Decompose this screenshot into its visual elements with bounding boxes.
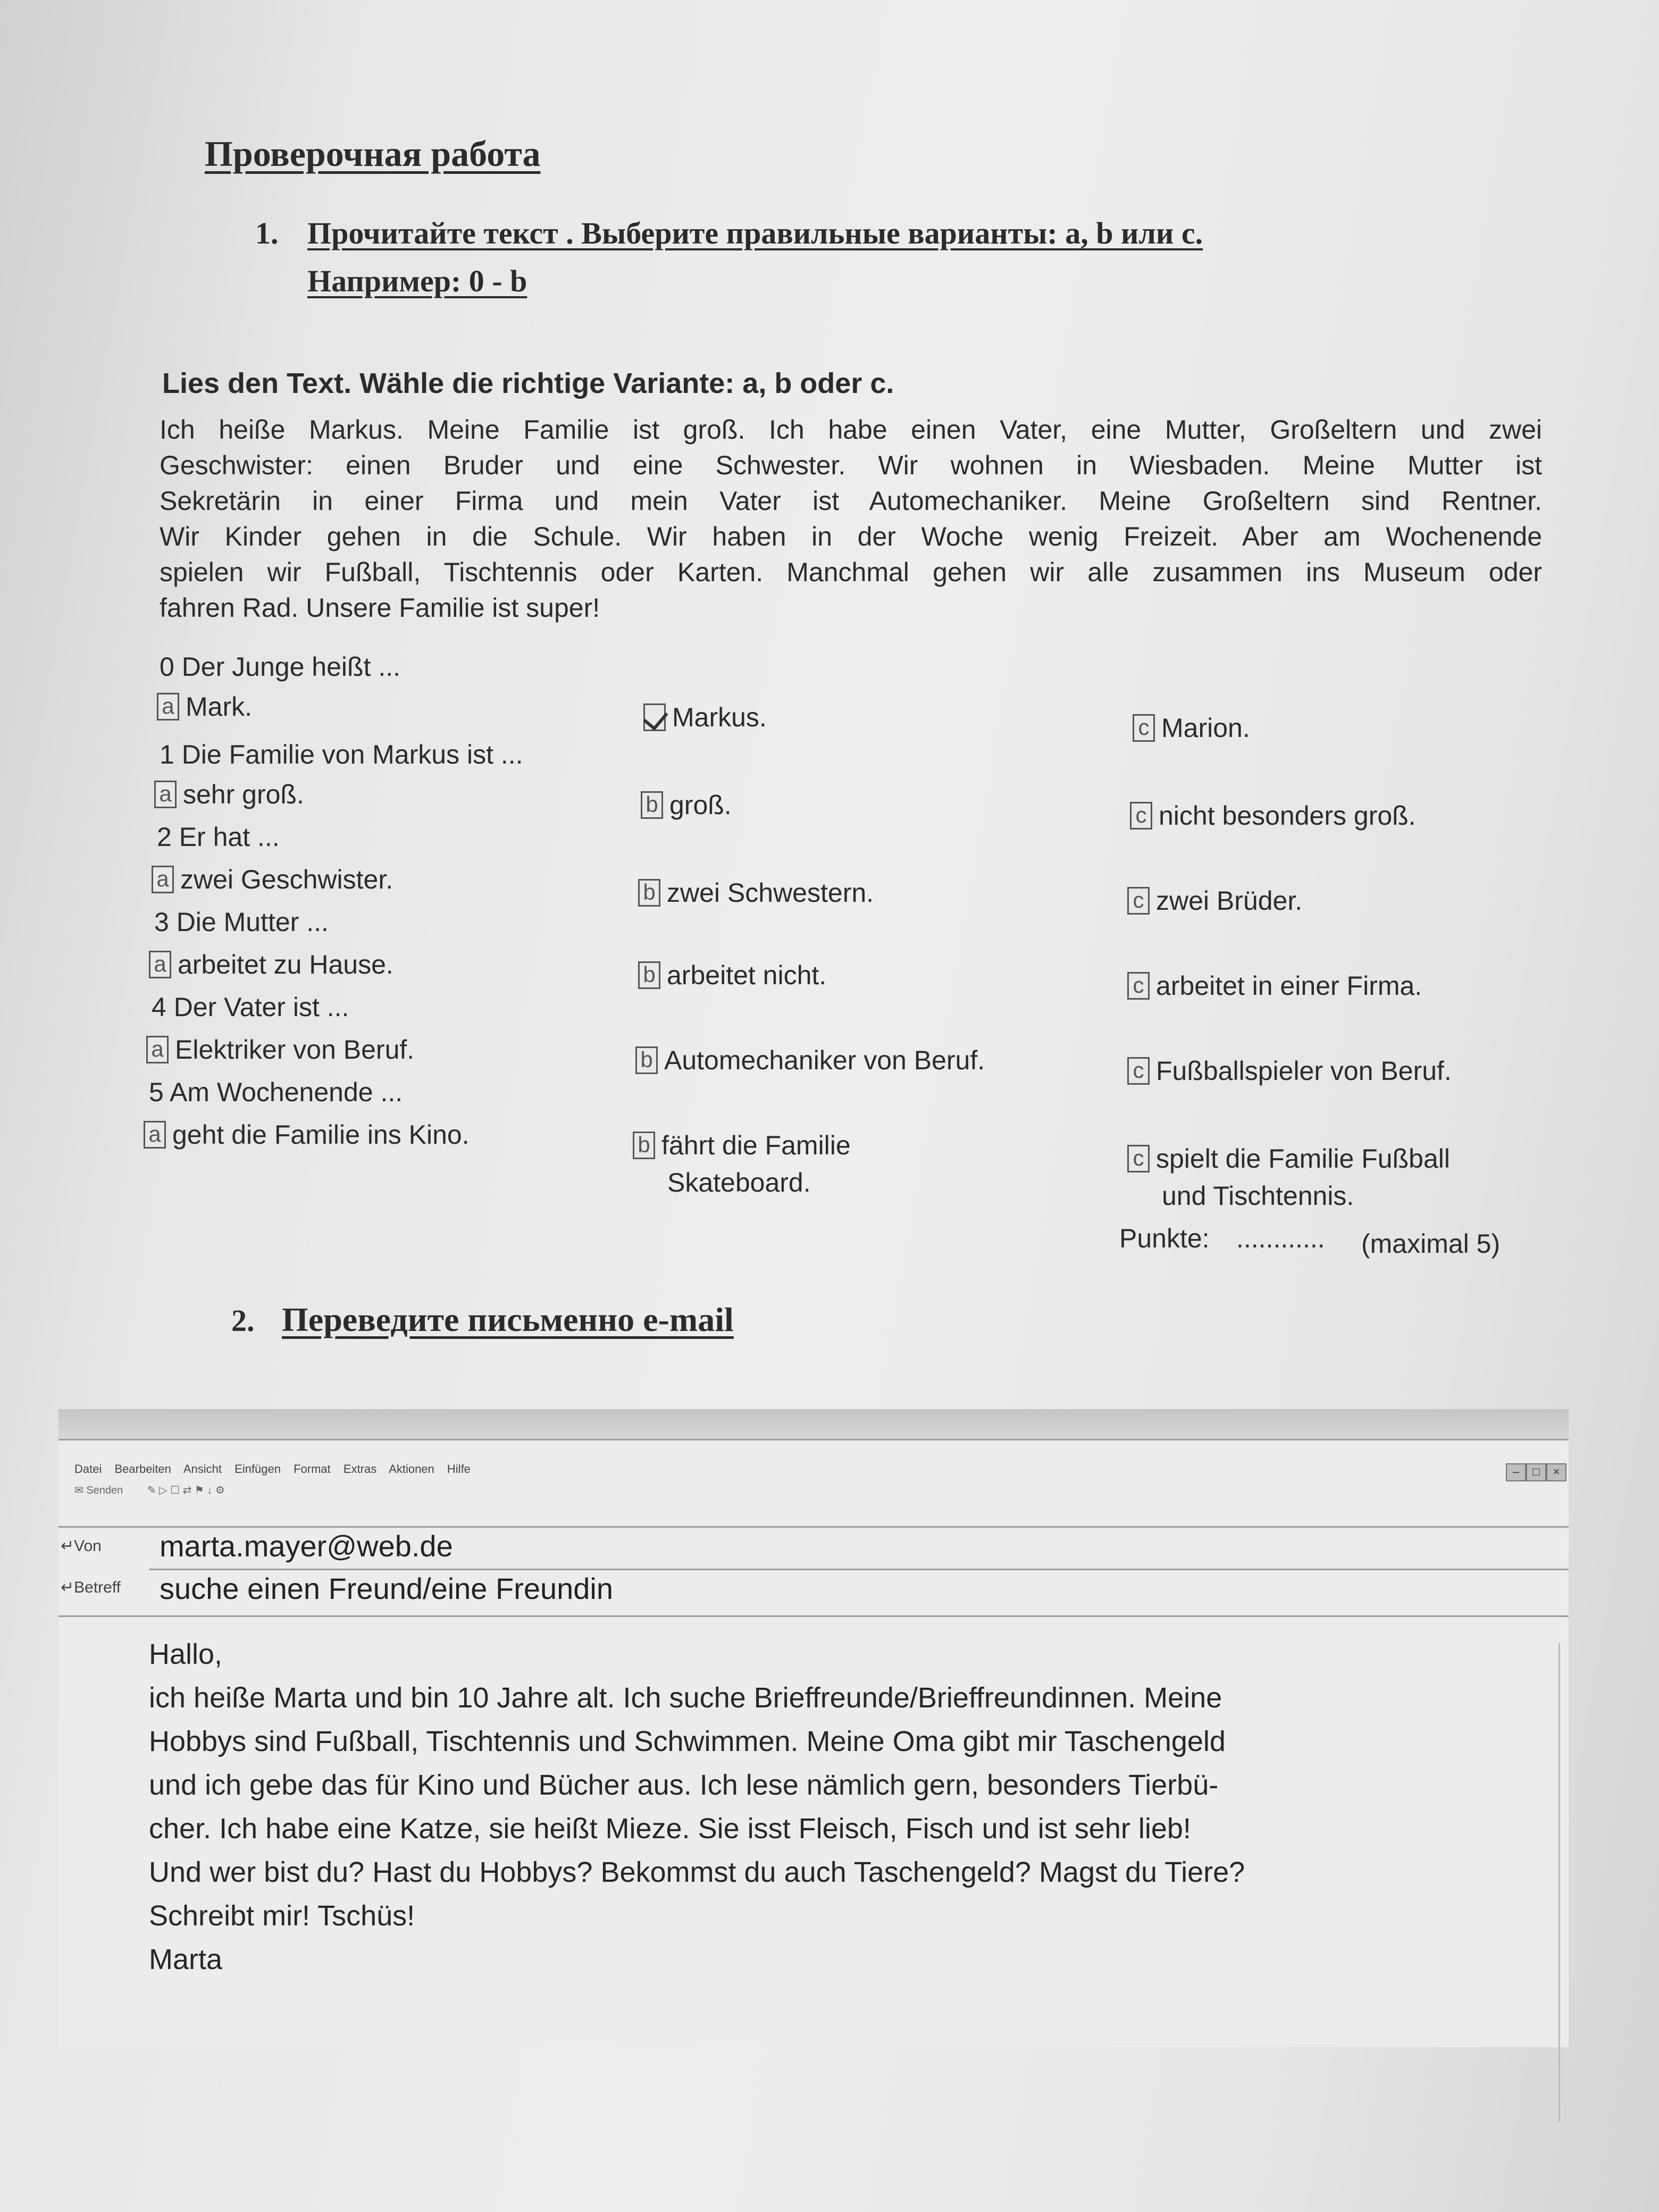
divider	[149, 1569, 1569, 1570]
checkbox-b[interactable]: b	[638, 961, 660, 989]
option-3b[interactable]	[638, 960, 826, 991]
checkbox-b[interactable]: b	[633, 1132, 655, 1159]
body-line: und ich gebe das für Kino und Bücher aus. Ich lese nämlich gern, besonders Tierbü-	[149, 1769, 1219, 1801]
exercise-text	[160, 412, 1542, 626]
window-titlebar	[58, 1409, 1569, 1440]
option-text: nicht besonders groß.	[1159, 801, 1416, 831]
option-text: zwei Schwestern.	[667, 878, 874, 908]
option-text: zwei Geschwister.	[180, 865, 393, 894]
question-2: 2 Er hat ...	[157, 822, 280, 852]
checkbox-b[interactable]: b	[641, 791, 663, 819]
checkbox-a[interactable]: a	[157, 693, 179, 720]
option-3a[interactable]	[149, 949, 393, 980]
question-4: 4 Der Vater ist ...	[152, 992, 349, 1022]
option-1a[interactable]	[154, 779, 304, 810]
from-label: ↵Von	[61, 1537, 102, 1555]
menu-einfuegen[interactable]: Einfügen	[234, 1462, 281, 1476]
scrollbar[interactable]	[1559, 1643, 1579, 2122]
option-text: arbeitet zu Hause.	[178, 950, 393, 979]
option-text: Marion.	[1161, 713, 1250, 743]
body-line: Marta	[149, 1943, 223, 1975]
email-window	[58, 1409, 1569, 2047]
send-label: Senden	[86, 1485, 123, 1496]
divider	[58, 1615, 1569, 1617]
option-1c[interactable]	[1130, 800, 1416, 831]
close-icon[interactable]: ×	[1546, 1463, 1566, 1481]
question-3: 3 Die Mutter ...	[154, 907, 329, 937]
option-5b-line2: Skateboard.	[667, 1168, 811, 1197]
option-2c[interactable]	[1127, 885, 1302, 916]
option-5a[interactable]	[144, 1119, 470, 1150]
maximize-icon[interactable]: □	[1526, 1463, 1546, 1481]
points-max: (maximal 5)	[1361, 1229, 1501, 1259]
task2-number: 2.	[231, 1303, 255, 1338]
from-label-text: Von	[74, 1537, 102, 1555]
task1-instruction-text: Прочитайте текст . Выберите правильные варианты: a, b или c.	[307, 216, 1203, 250]
send-button[interactable]: ✉ Senden	[74, 1485, 123, 1496]
menu-format[interactable]: Format	[294, 1462, 331, 1476]
option-text: fährt die Familie	[661, 1130, 851, 1160]
option-3c[interactable]	[1127, 970, 1422, 1001]
text-line: fahren Rad. Unsere Familie ist super!	[160, 593, 600, 623]
text-line: spielen wir Fußball, Tischtennis oder Karten. Manchmal gehen wir alle zusammen ins Museum oder	[160, 557, 1542, 587]
body-line: Schreibt mir! Tschüs!	[149, 1900, 415, 1932]
task1-example	[307, 263, 527, 299]
option-5c[interactable]	[1127, 1143, 1450, 1174]
option-text: Fußballspieler von Beruf.	[1156, 1056, 1452, 1086]
menu-hilfe[interactable]: Hilfe	[447, 1462, 471, 1476]
checkbox-a[interactable]: a	[154, 781, 177, 808]
checkbox-a[interactable]: a	[144, 1121, 166, 1149]
option-2b[interactable]	[638, 877, 874, 908]
option-text: groß.	[669, 790, 732, 820]
checkbox-a[interactable]: a	[152, 866, 174, 893]
checkbox-b[interactable]: b	[638, 879, 660, 907]
task2-title: Переведите письменно e-mail	[282, 1301, 734, 1338]
body-line: Hallo,	[149, 1638, 223, 1670]
question-0: 0 Der Junge heißt ...	[160, 652, 401, 682]
body-line: cher. Ich habe eine Katze, sie heißt Mieze. Sie isst Fleisch, Fisch und ist sehr lieb!	[149, 1813, 1191, 1845]
checkbox-b-checked[interactable]	[643, 703, 666, 731]
menu-bearbeiten[interactable]: Bearbeiten	[114, 1462, 171, 1476]
checkbox-c[interactable]: c	[1127, 1145, 1150, 1172]
subject-field[interactable]: suche einen Freund/eine Freundin	[160, 1572, 614, 1605]
points-label: Punkte:	[1119, 1224, 1210, 1253]
divider	[58, 1526, 1569, 1528]
subject-label-text: Betreff	[74, 1579, 121, 1596]
body-line: Hobbys sind Fußball, Tischtennis und Schwimmen. Meine Oma gibt mir Taschengeld	[149, 1725, 1226, 1757]
option-1b[interactable]	[641, 790, 732, 820]
option-text: Mark.	[186, 692, 252, 722]
option-text: zwei Brüder.	[1156, 886, 1303, 916]
option-text: Markus.	[672, 702, 767, 732]
option-0b[interactable]	[643, 702, 767, 733]
checkbox-b[interactable]: b	[635, 1046, 658, 1074]
option-4c[interactable]	[1127, 1055, 1452, 1086]
option-2a[interactable]	[152, 864, 393, 895]
option-0a[interactable]	[157, 691, 252, 722]
body-line: ich heiße Marta und bin 10 Jahre alt. Ich suche Brieffreunde/Brieffreundinnen. Meine	[149, 1682, 1222, 1714]
option-text: geht die Familie ins Kino.	[172, 1120, 470, 1150]
option-text: Automechaniker von Beruf.	[664, 1045, 985, 1075]
text-line: Sekretärin in einer Firma und mein Vater ist Automechaniker. Meine Großeltern sind Rentner.	[160, 486, 1542, 516]
menu-bar	[74, 1462, 480, 1476]
exercise-heading: Lies den Text. Wähle die richtige Variante: a, b oder c.	[162, 367, 894, 399]
checkbox-c[interactable]: c	[1127, 1057, 1150, 1085]
option-text: sehr groß.	[183, 780, 304, 809]
option-5b[interactable]	[633, 1130, 851, 1161]
checkbox-c[interactable]: c	[1130, 802, 1152, 830]
question-1: 1 Die Familie von Markus ist ...	[160, 740, 523, 769]
option-0c[interactable]	[1133, 713, 1250, 743]
text-line: Wir Kinder gehen in die Schule. Wir haben in der Woche wenig Freizeit. Aber am Wochenende	[160, 522, 1542, 551]
option-text: spielt die Familie Fußball	[1156, 1144, 1450, 1174]
option-5c-line2: und Tischtennis.	[1162, 1181, 1354, 1211]
menu-aktionen[interactable]: Aktionen	[389, 1462, 434, 1476]
option-text: arbeitet nicht.	[667, 960, 827, 990]
subject-label: ↵Betreff	[61, 1579, 121, 1596]
option-text: arbeitet in einer Firma.	[1156, 971, 1422, 1001]
checkbox-a[interactable]: a	[149, 951, 171, 978]
task1-instruction	[307, 215, 1203, 251]
menu-extras[interactable]: Extras	[343, 1462, 377, 1476]
email-body[interactable]	[149, 1632, 1499, 1981]
text-line: Ich heiße Markus. Meine Familie ist groß. Ich habe einen Vater, eine Mutter, Großeltern und zwei	[160, 415, 1542, 445]
task1-example-text: Например: 0 - b	[307, 264, 527, 298]
question-5: 5 Am Wochenende ...	[149, 1077, 403, 1107]
option-4b[interactable]	[635, 1045, 985, 1076]
menu-datei[interactable]: Datei	[74, 1462, 102, 1476]
from-field[interactable]: marta.mayer@web.de	[160, 1529, 453, 1563]
menu-ansicht[interactable]: Ansicht	[183, 1462, 222, 1476]
page-title: Проверочная работа	[205, 133, 541, 174]
checkbox-c[interactable]: c	[1133, 714, 1155, 742]
text-line: Geschwister: einen Bruder und eine Schwester. Wir wohnen in Wiesbaden. Meine Mutter ist	[160, 450, 1542, 480]
points-blank[interactable]: ............	[1236, 1224, 1325, 1253]
toolbar	[74, 1484, 225, 1497]
minimize-icon[interactable]: –	[1506, 1463, 1526, 1481]
checkbox-a[interactable]: a	[146, 1036, 169, 1063]
option-4a[interactable]	[146, 1034, 414, 1065]
task1-number: 1.	[255, 216, 279, 250]
body-line: Und wer bist du? Hast du Hobbys? Bekommst du auch Taschengeld? Magst du Tiere?	[149, 1856, 1245, 1888]
option-text: Elektriker von Beruf.	[175, 1035, 415, 1065]
checkbox-c[interactable]: c	[1127, 972, 1150, 1000]
toolbar-icons[interactable]: ✎ ▷ ☐ ⇄ ⚑ ↓ ⚙	[147, 1485, 225, 1496]
checkbox-c[interactable]: c	[1127, 887, 1150, 915]
